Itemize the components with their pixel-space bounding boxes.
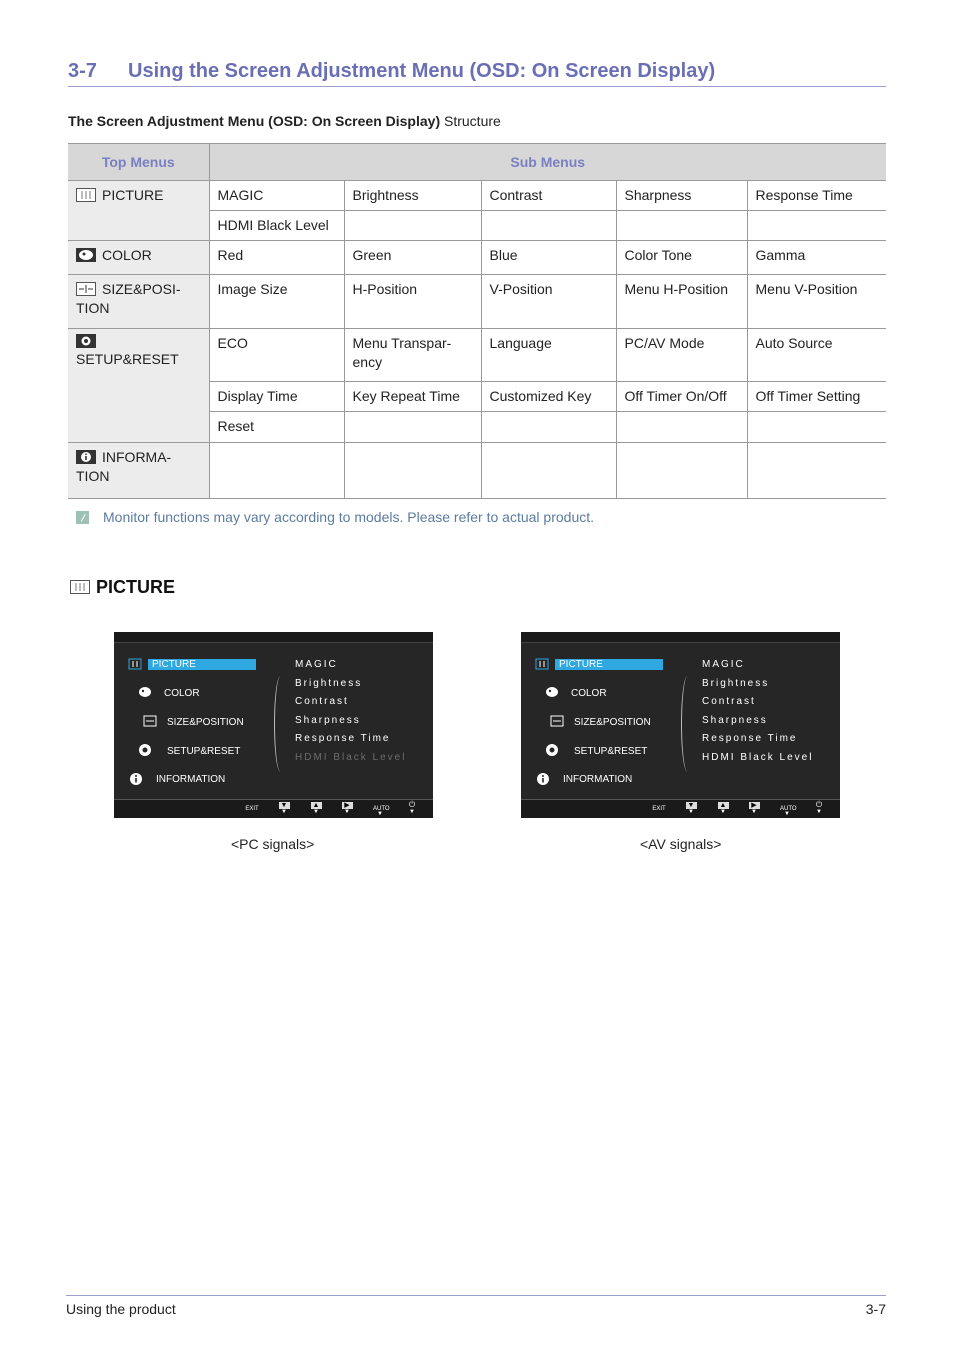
osd-item-setup-reset: SETUP&RESET <box>574 746 648 757</box>
osd-item-color: COLOR <box>571 688 607 699</box>
topmenu-color <box>68 241 209 275</box>
cell <box>209 443 344 499</box>
footer-section: Using the product <box>66 1301 176 1317</box>
osd-sub-response-time: Response Time <box>702 733 798 744</box>
info-icon <box>536 772 550 786</box>
size-position-icon <box>550 714 564 728</box>
osd-divider-curve <box>681 676 694 772</box>
footer-divider <box>66 1295 886 1296</box>
cell <box>616 211 747 241</box>
note-icon <box>76 511 89 524</box>
osd-screenshot-pc <box>114 632 433 818</box>
cell: HDMI Black Level <box>209 211 344 241</box>
gear-icon <box>76 334 96 348</box>
structure-caption <box>68 113 501 129</box>
size-position-icon <box>143 714 157 728</box>
topmenu-label: INFORMA-TION <box>76 449 172 484</box>
header-sub-menus: Sub Menus <box>209 144 886 181</box>
osd-auto-label: AUTO <box>373 806 390 812</box>
cell: Customized Key <box>481 382 616 412</box>
osd-auto-arrow: ▼ <box>377 811 383 817</box>
cell <box>747 412 886 443</box>
cell <box>481 443 616 499</box>
gear-icon <box>138 743 152 757</box>
osd-item-setup-reset: SETUP&RESET <box>167 746 241 757</box>
note-text: Monitor functions may vary according to models. Please refer to actual product. <box>103 509 595 525</box>
osd-sub-contrast: Contrast <box>295 696 349 707</box>
osd-enter-button: ▶ ▼ <box>340 802 354 815</box>
table-row <box>68 443 886 499</box>
picture-heading <box>70 577 175 598</box>
section-heading: Using the Screen Adjustment Menu (OSD: On Screen Display) <box>128 60 716 82</box>
osd-sub-magic: MAGIC <box>702 659 745 670</box>
osd-sub-brightness: Brightness <box>702 678 770 689</box>
topmenu-information <box>68 443 209 499</box>
picture-heading-text: PICTURE <box>96 577 176 597</box>
power-icon: ⏻ ▼ <box>408 800 416 815</box>
cell: Image Size <box>209 275 344 329</box>
topmenu-label: SIZE&POSI-TION <box>76 281 181 316</box>
topmenu-label: SETUP&RESET <box>76 351 179 367</box>
cell <box>344 412 481 443</box>
cell: Auto Source <box>747 329 886 382</box>
cell: H-Position <box>344 275 481 329</box>
osd-item-information: INFORMATION <box>156 774 226 785</box>
picture-icon <box>128 657 142 671</box>
cell: Gamma <box>747 241 886 275</box>
cell: Language <box>481 329 616 382</box>
osd-screenshot-av <box>521 632 840 818</box>
osd-auto-arrow: ▼ <box>784 811 790 817</box>
cell: V-Position <box>481 275 616 329</box>
header-top-menus: Top Menus <box>68 144 209 181</box>
cell: Blue <box>481 241 616 275</box>
topmenu-label: COLOR <box>102 247 152 263</box>
cell <box>616 412 747 443</box>
osd-exit-label: EXIT <box>652 806 666 812</box>
color-palette-icon <box>545 685 559 699</box>
osd-item-picture: PICTURE <box>555 659 663 670</box>
topmenu-picture <box>68 181 209 241</box>
cell: Menu V-Position <box>747 275 886 329</box>
cell: ECO <box>209 329 344 382</box>
osd-up-button: ▲ ▼ <box>309 802 323 815</box>
cell: Display Time <box>209 382 344 412</box>
info-icon <box>76 450 96 464</box>
picture-icon <box>535 657 549 671</box>
cell: Brightness <box>344 181 481 211</box>
cell <box>481 211 616 241</box>
note <box>76 509 594 525</box>
osd-down-button: ▼ ▼ <box>277 802 291 815</box>
osd-auto-label: AUTO <box>780 806 797 812</box>
osd-top-bar <box>521 632 840 643</box>
osd-sub-hdmi-black-level: HDMI Black Level <box>295 752 407 763</box>
picture-icon <box>76 188 96 202</box>
table-row <box>68 275 886 329</box>
osd-divider-curve <box>274 676 287 772</box>
page-number: 3-7 <box>865 1301 886 1317</box>
cell: Off Timer On/Off <box>616 382 747 412</box>
gear-icon <box>545 743 559 757</box>
cell <box>747 443 886 499</box>
cell <box>747 211 886 241</box>
cell: Sharpness <box>616 181 747 211</box>
cell: Reset <box>209 412 344 443</box>
osd-item-picture: PICTURE <box>148 659 256 670</box>
section-title <box>68 60 886 87</box>
osd-up-button: ▲ ▼ <box>716 802 730 815</box>
section-number: 3-7 <box>68 60 97 82</box>
caption-bold: The Screen Adjustment Menu (OSD: On Screen Display) <box>68 113 441 129</box>
cell <box>616 443 747 499</box>
cell: MAGIC <box>209 181 344 211</box>
cell <box>344 443 481 499</box>
osd-item-information: INFORMATION <box>563 774 633 785</box>
osd-item-color: COLOR <box>164 688 200 699</box>
osd-sub-brightness: Brightness <box>295 678 363 689</box>
table-row <box>68 181 886 211</box>
osd-sub-sharpness: Sharpness <box>295 715 361 726</box>
av-signals-caption: <AV signals> <box>640 836 722 852</box>
cell: Contrast <box>481 181 616 211</box>
osd-sub-sharpness: Sharpness <box>702 715 768 726</box>
cell <box>481 412 616 443</box>
pc-signals-caption: <PC signals> <box>231 836 315 852</box>
topmenu-label: PICTURE <box>102 187 164 203</box>
cell: Color Tone <box>616 241 747 275</box>
table-row <box>68 241 886 275</box>
osd-sub-contrast: Contrast <box>702 696 756 707</box>
topmenu-size-position <box>68 275 209 329</box>
osd-top-bar <box>114 632 433 643</box>
cell: Green <box>344 241 481 275</box>
topmenu-setup-reset <box>68 329 209 443</box>
color-palette-icon <box>138 685 152 699</box>
cell: PC/AV Mode <box>616 329 747 382</box>
picture-icon <box>70 580 90 594</box>
color-palette-icon <box>76 248 96 262</box>
osd-exit-label: EXIT <box>245 806 259 812</box>
osd-sub-magic: MAGIC <box>295 659 338 670</box>
power-icon: ⏻ ▼ <box>815 800 823 815</box>
menu-structure-table <box>68 143 886 499</box>
size-position-icon <box>76 282 96 296</box>
osd-item-size-position: SIZE&POSITION <box>574 717 651 728</box>
caption-rest: Structure <box>440 113 501 129</box>
osd-sub-hdmi-black-level: HDMI Black Level <box>702 752 814 763</box>
osd-enter-button: ▶ ▼ <box>747 802 761 815</box>
cell: Red <box>209 241 344 275</box>
osd-down-button: ▼ ▼ <box>684 802 698 815</box>
cell: Key Repeat Time <box>344 382 481 412</box>
table-header-row <box>68 144 886 181</box>
table-row <box>68 329 886 382</box>
osd-item-size-position: SIZE&POSITION <box>167 717 244 728</box>
osd-sub-response-time: Response Time <box>295 733 391 744</box>
cell: Response Time <box>747 181 886 211</box>
info-icon <box>129 772 143 786</box>
cell <box>344 211 481 241</box>
cell: Menu H-Position <box>616 275 747 329</box>
cell: Menu Transpar-ency <box>344 329 481 382</box>
cell: Off Timer Setting <box>747 382 886 412</box>
